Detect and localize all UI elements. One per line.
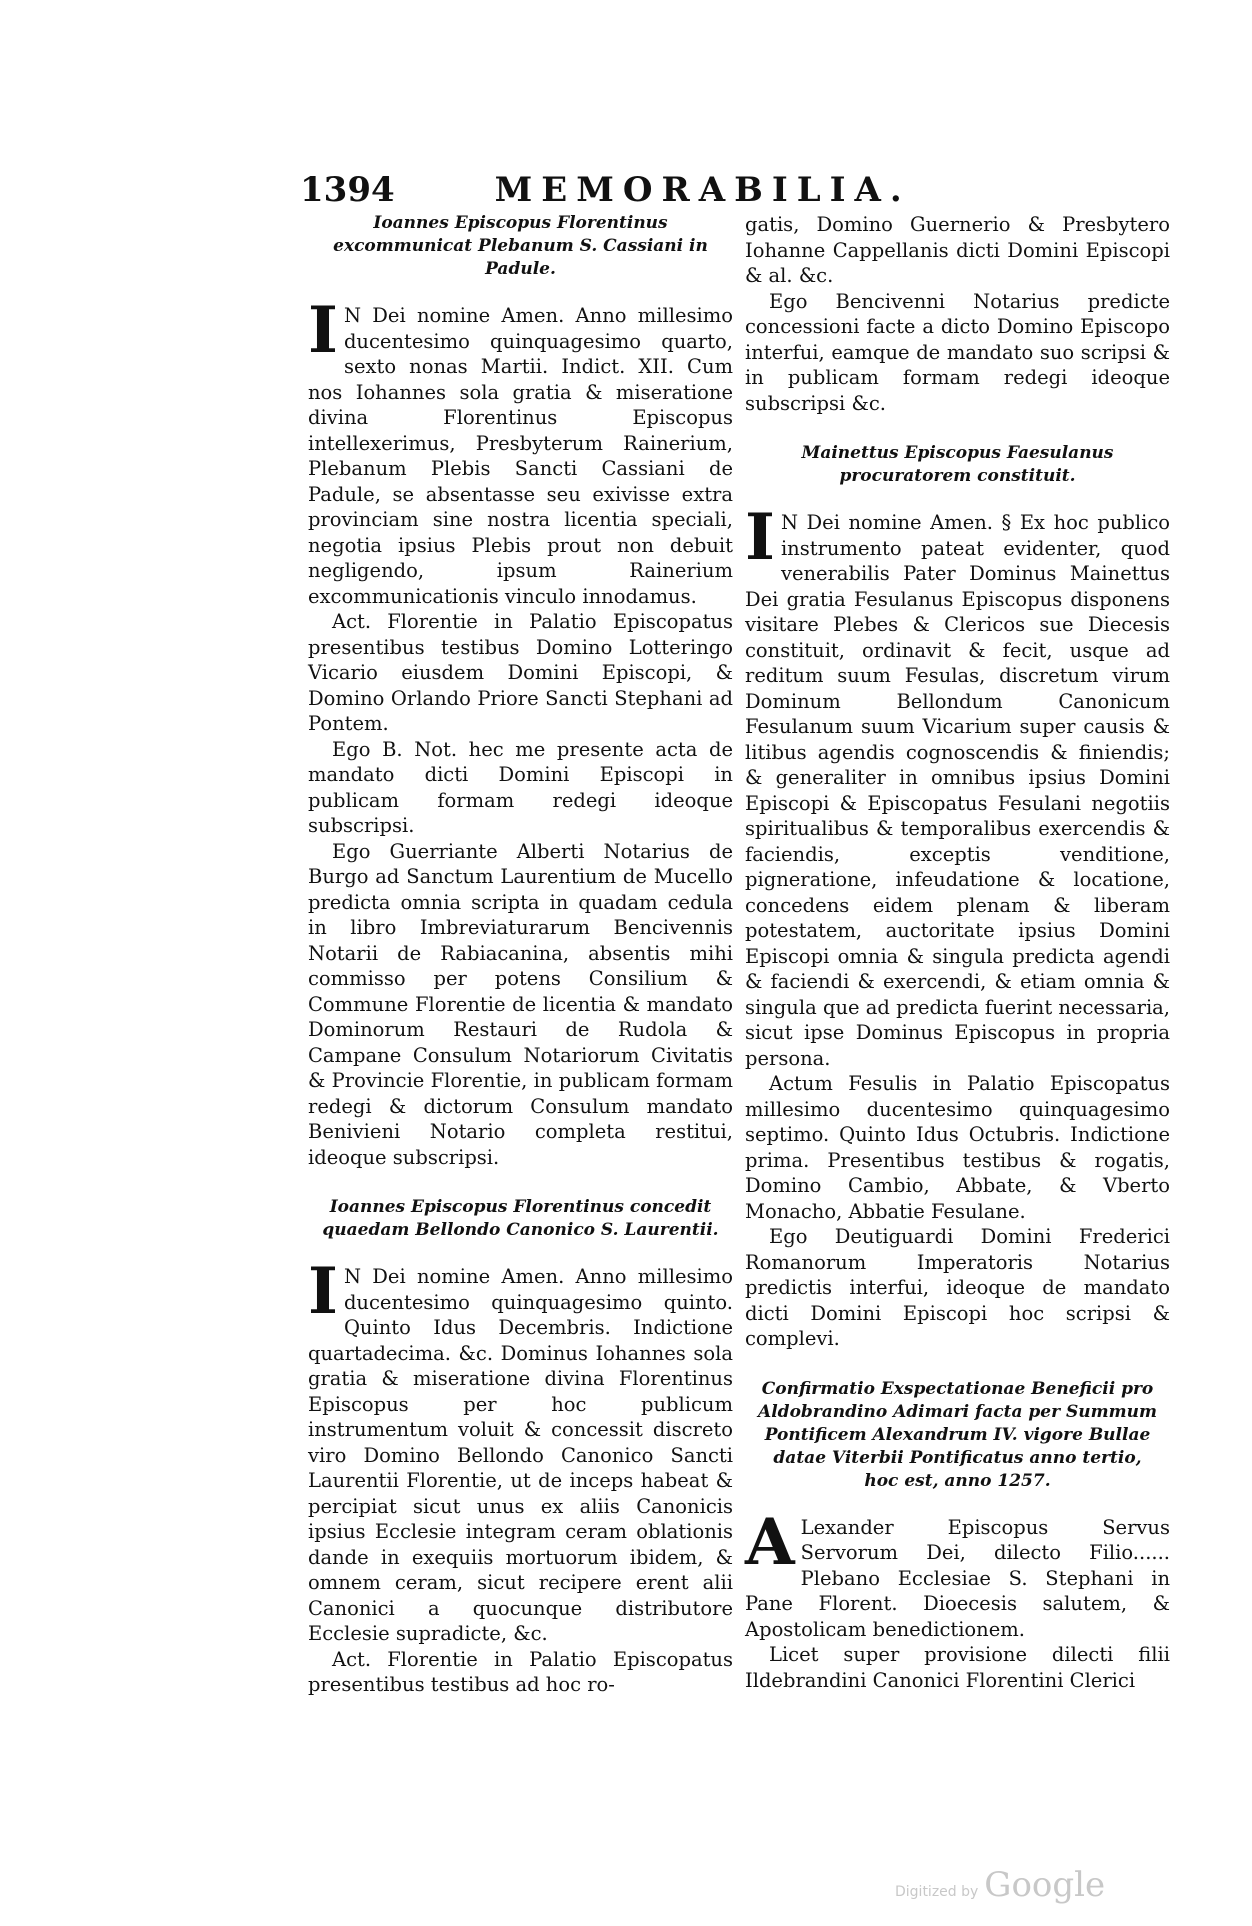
drop-initial: I — [308, 293, 338, 368]
act-paragraph: Act. Florentie in Palatio Episcopatus presentibus testibus ad hoc ro- — [308, 1647, 733, 1696]
document-text: N Dei nomine Amen. Anno millesimo ducentesimo quinquagesimo quarto, sexto nonas Martii. Indict. XII. Cum nos Iohannes sola gratia & miseratione divina Florentinus Episcopus intellexerimus, Presbyterum Rainerium, Plebanum Plebis Sancti Cassiani de Padule, se absentasse seu exivisse extra provinciam sine nostra licentia speciali, negotia ipsius Plebis prout non debuit negligendo, ipsum Rainerium excommunicationis vinculo innodamus. — [308, 304, 733, 608]
document-caption: Confirmatio Exspectationae Beneficii pro Aldobrandino Adimari facta per Summum Pontificem Alexandrum IV. vigore Bullae datae Viterbii Pontificatus anno tertio, hoc est, anno 1257. — [758, 1378, 1157, 1491]
document-text: N Dei nomine Amen. Anno millesimo ducentesimo quinquagesimo quinto. Quinto Idus Decembris. Indictione quartadecima. &c. Dominus Iohannes sola gratia & miseratione divina Florentinus Episcopus per hoc publicum instrumentum voluit & concessit discreto viro Domino Bellondo Canonico Sancti Laurentii Florentie, ut de inceps habeat & percipiat sicut unus ex aliis Canonicis ipsius Ecclesie integram ceram oblationis dande in exequiis mortuorum ibidem, & omnem ceram, sicut recipere erent alii Canonici a quocunque distributore Ecclesie supradicte, &c. — [308, 1265, 733, 1645]
notary-paragraph: Ego B. Not. hec me presente acta de mandato dicti Domini Episcopi in publicam formam redegi ideoque subscripsi. — [308, 737, 733, 837]
document-body — [745, 500, 1170, 1071]
right-column — [745, 212, 1170, 1693]
running-title: MEMORABILIA. — [494, 170, 911, 210]
watermark-prefix: Digitized by — [895, 1884, 979, 1900]
document-caption: Mainettus Episcopus Faesulanus procuratorem constituit. — [801, 443, 1114, 486]
digitization-watermark — [895, 1865, 1105, 1905]
act-paragraph: Act. Florentie in Palatio Episcopatus presentibus testibus Domino Lotteringo Vicario eiusdem Domini Episcopi, & Domino Orlando Priore Sancti Stephani ad Pontem. — [308, 610, 733, 735]
notary-paragraph: Ego Bencivenni Notarius predicte concessioni facte a dicto Domino Episcopo interfui, eamque de mandato suo scripsi & in publicam formam redegi ideoque subscripsi &c. — [745, 289, 1170, 415]
left-column — [308, 212, 733, 1698]
drop-initial: A — [745, 1504, 795, 1580]
notary-paragraph: Ego Deutiguardi Domini Frederici Romanorum Imperatoris Notarius predictis interfui, ideoque de mandato dicti Domini Episcopi hoc scripsi & complevi. — [745, 1225, 1170, 1350]
page-number: 1394 — [300, 170, 395, 210]
google-logo: Google — [984, 1865, 1106, 1905]
document-caption: Ioannes Episcopus Florentinus concedit quaedam Bellondo Canonico S. Laurentii. — [322, 1197, 719, 1240]
drop-initial: I — [745, 500, 775, 575]
document-body — [745, 1504, 1170, 1643]
notary-paragraph: Ego Guerriante Alberti Notarius de Burgo ad Sanctum Laurentium de Mucello predicta omnia scripta in quadam cedula in libro Imbreviaturarum Bencivennis Notarii de Rabiacanina, absentis mihi commisso per potens Consilium & Commune Florentie de licentia & mandato Dominorum Restauri de Rudola & Campane Consulum Notariorum Civitatis & Provincie Florentie, in publicam formam redegi & dictorum Consulum mandato Benivieni Notario completa restitui, ideoque subscripsi. — [308, 839, 733, 1169]
document-body — [308, 1254, 733, 1647]
document-body — [308, 293, 733, 609]
document-caption: Ioannes Episcopus Florentinus excommunicat Plebanum S. Cassiani in Padule. — [333, 213, 708, 279]
continued-paragraph: Licet super provisione dilecti filii Ildebrandini Canonici Florentini Clerici — [745, 1643, 1170, 1692]
drop-initial: I — [308, 1254, 338, 1329]
continued-text: gatis, Domino Guernerio & Presbytero Iohanne Cappellanis dicti Domini Episcopi & al. &c. — [745, 213, 1170, 287]
act-paragraph: Actum Fesulis in Palatio Episcopatus millesimo ducentesimo quinquagesimo septimo. Quinto Idus Octubris. Indictione prima. Presentibus testibus & rogatis, Domino Cambio, Abbate, & Vberto Monacho, Abbatie Fesulane. — [745, 1072, 1170, 1223]
document-text: N Dei nomine Amen. § Ex hoc publico instrumento pateat evidenter, quod venerabilis Pater Dominus Mainettus Dei gratia Fesulanus Episcopus disponens visitare Plebes & Clericos sue Diecesis constituit, ordinavit & fecit, usque ad reditum suum Fesulas, discretum virum Dominum Bellondum Canonicum Fesulanum suum Vicarium super causis & litibus agendis cognoscendis & finiendis; & generaliter in omnibus ipsius Domini Episcopi & Episcopatus Fesulani negotiis spiritualibus & temporalibus exercendis & faciendis, exceptis venditione, pigneratione, infeudatione & locatione, concedens eidem plenam & liberam potestatem, auctoritate ipsius Domini Episcopi omnia & singula predicta agendi & faciendi & exercendi, & etiam omnia & singula que ad predicta fuerint necessaria, sicut ipse Dominus Episcopus in propria persona. — [745, 511, 1170, 1070]
page-header — [300, 160, 940, 210]
document-text: Lexander Episcopus Servus Servorum Dei, dilecto Filio...... Plebano Ecclesiae S. Stephani in Pane Florent. Dioecesis salutem, & Apostolicam benedictionem. — [745, 1515, 1170, 1641]
